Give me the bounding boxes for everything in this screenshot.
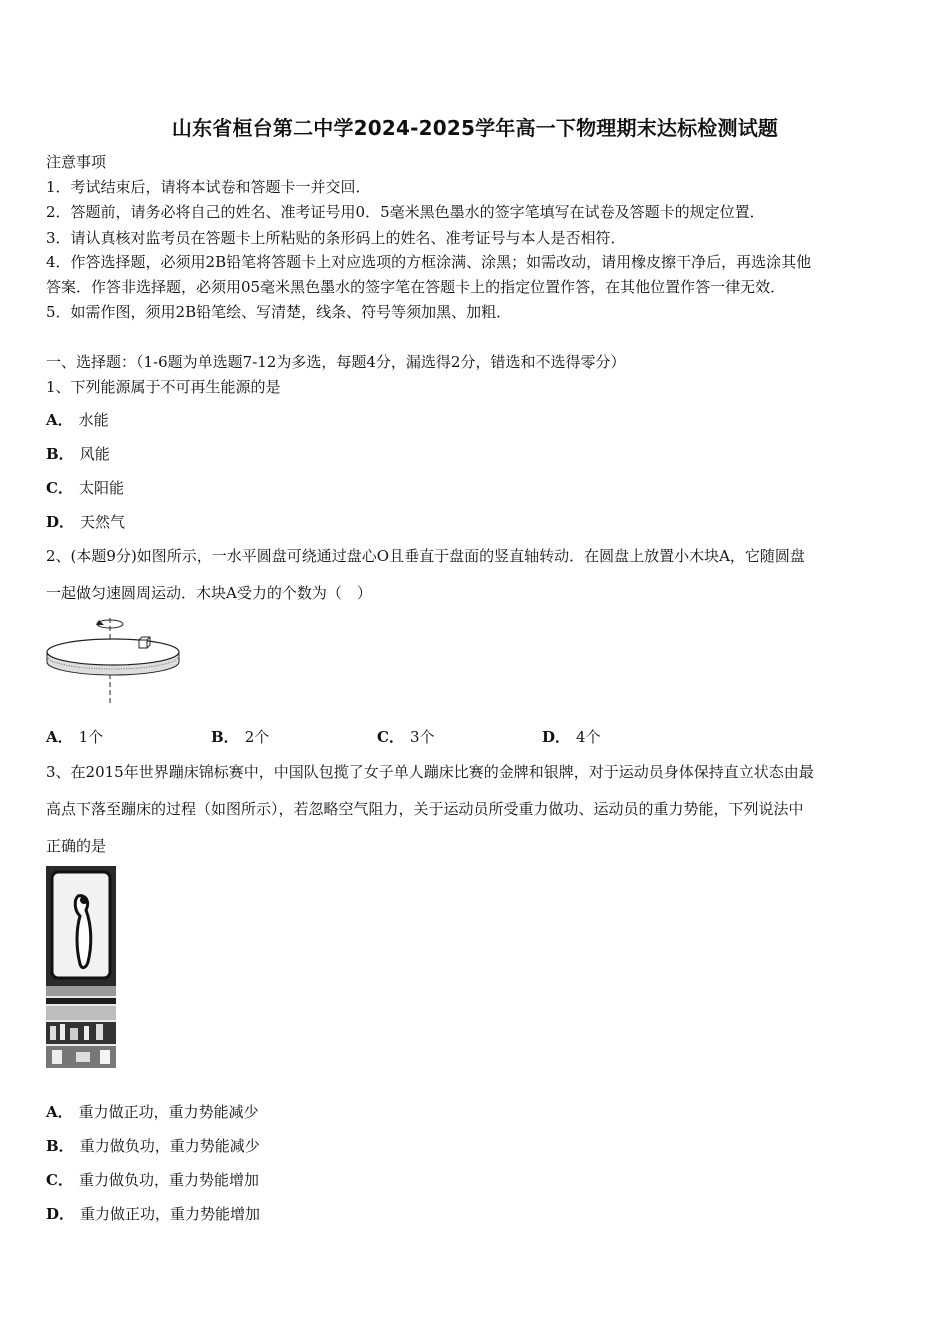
q3-option-c xyxy=(46,1170,259,1190)
rotating-disk-figure xyxy=(44,612,184,707)
option-label: D． xyxy=(542,728,571,746)
option-text: 水能 xyxy=(78,411,109,429)
notice-item-2: 2．答题前，请务必将自己的姓名、准考证号用0．5毫米黑色墨水的签字笔填写在试卷及答题卡的规定位置． xyxy=(46,203,765,221)
option-text: 2个 xyxy=(244,728,270,746)
q3-stem-line2: 高点下落至蹦床的过程（如图所示），若忽略空气阻力，关于运动员所受重力做功、运动员的重力势能，下列说法中 xyxy=(46,800,804,818)
option-label: C． xyxy=(46,1171,73,1189)
option-text: 重力做正功，重力势能增加 xyxy=(80,1205,261,1223)
rotating-disk-illustration xyxy=(44,612,184,707)
option-text: 太阳能 xyxy=(78,479,124,497)
notice-item-5: 5．如需作图，须用2B铅笔绘、写清楚，线条、符号等须加黑、加粗． xyxy=(46,303,512,321)
q1-stem: 1、下列能源属于不可再生能源的是 xyxy=(46,378,281,396)
trampoline-photo xyxy=(46,866,116,1068)
trampoline-athlete-illustration xyxy=(46,866,116,1068)
q3-option-d xyxy=(46,1204,260,1224)
notice-heading: 注意事项 xyxy=(46,153,107,171)
q2-option-d xyxy=(542,727,601,747)
option-label: C． xyxy=(377,728,404,746)
option-text: 重力做正功，重力势能减少 xyxy=(78,1103,259,1121)
option-text: 天然气 xyxy=(80,513,126,531)
option-label: B． xyxy=(211,728,239,746)
notice-item-3: 3．请认真核对监考员在答题卡上所粘贴的条形码上的姓名、准考证号与本人是否相符． xyxy=(46,229,626,247)
option-text: 4个 xyxy=(576,728,601,746)
option-label: C． xyxy=(46,479,73,497)
q2-option-b xyxy=(211,727,269,747)
notice-item-4-cont: 答案．作答非选择题，必须用05毫米黑色墨水的签字笔在答题卡上的指定位置作答，在其他位置作答一律无效． xyxy=(46,278,786,296)
q3-stem-line3: 正确的是 xyxy=(46,837,107,855)
option-text: 重力做负功，重力势能减少 xyxy=(79,1137,260,1155)
option-text: 1个 xyxy=(78,728,104,746)
q1-option-a xyxy=(46,410,109,430)
q1-option-b xyxy=(46,444,110,464)
section-heading: 一、选择题：（1-6题为单选题7-12为多选，每题4分，漏选得2分，错选和不选得零分） xyxy=(46,353,626,371)
option-label: A． xyxy=(46,728,73,746)
notice-item-1: 1．考试结束后，请将本试卷和答题卡一并交回． xyxy=(46,178,371,196)
q2-stem-line1: 2、(本题9分)如图所示，一水平圆盘可绕通过盘心O且垂直于盘面的竖直轴转动．在圆盘上放置小木块A，它随圆盘 xyxy=(46,547,805,565)
notice-item-4: 4．作答选择题，必须用2B铅笔将答题卡上对应选项的方框涂满、涂黑；如需改动，请用橡皮擦干净后，再选涂其他 xyxy=(46,253,812,271)
option-label: B． xyxy=(46,445,74,463)
option-text: 风能 xyxy=(79,445,110,463)
q2-stem-line2: 一起做匀速圆周运动．木块A受力的个数为（ ） xyxy=(46,584,372,602)
q3-stem-line1: 3、在2015年世界蹦床锦标赛中，中国队包揽了女子单人蹦床比赛的金牌和银牌，对于运动员身体保持直立状态由最 xyxy=(46,763,814,781)
option-text: 重力做负功，重力势能增加 xyxy=(78,1171,259,1189)
q1-option-c xyxy=(46,478,124,498)
q2-option-c xyxy=(377,727,435,747)
q1-option-d xyxy=(46,512,125,532)
option-label: D． xyxy=(46,513,75,531)
q3-option-a xyxy=(46,1102,259,1122)
page-title: 山东省桓台第二中学2024-2025学年高一下物理期末达标检测试题 xyxy=(171,116,779,140)
option-label: A． xyxy=(46,1103,73,1121)
option-text: 3个 xyxy=(409,728,435,746)
q3-option-b xyxy=(46,1136,260,1156)
option-label: D． xyxy=(46,1205,75,1223)
option-label: B． xyxy=(46,1137,74,1155)
option-label: A． xyxy=(46,411,73,429)
q2-option-a xyxy=(46,727,103,747)
